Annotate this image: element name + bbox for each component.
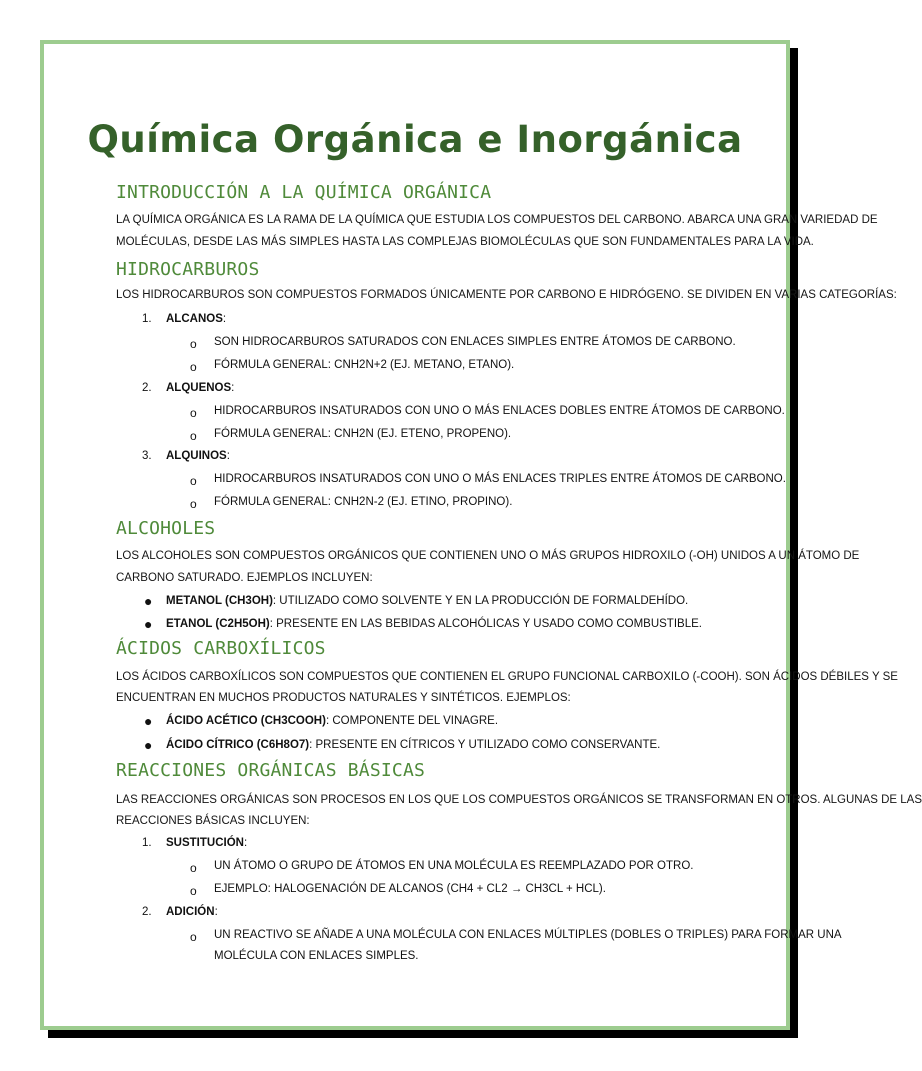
sub-item: FÓRMULA GENERAL: CNH2N (EJ. ETENO, PROPENO).	[214, 428, 512, 440]
acidos-line-2: ENCUENTRAN EN MUCHOS PRODUCTOS NATURALES Y SINTÉTICOS. EJEMPLOS:	[116, 692, 571, 704]
list-label-alquinos: ALQUINOS:	[166, 450, 230, 462]
list-number: 1.	[142, 313, 152, 325]
sub-bullet: o	[190, 360, 197, 374]
sub-item: FÓRMULA GENERAL: CNH2N+2 (EJ. METANO, ETANO).	[214, 359, 515, 371]
sub-item: HIDROCARBUROS INSATURADOS CON UNO O MÁS ENLACES DOBLES ENTRE ÁTOMOS DE CARBONO.	[214, 405, 785, 417]
list-number: 3.	[142, 450, 152, 462]
heading-alcoholes: ALCOHOLES	[116, 518, 216, 539]
bullet: ●	[144, 616, 153, 632]
list-number: 1.	[142, 837, 152, 849]
list-label-alquenos: ALQUENOS:	[166, 382, 235, 394]
heading-reacciones: REACCIONES ORGÁNICAS BÁSICAS	[116, 760, 426, 781]
intro-line-1: LA QUÍMICA ORGÁNICA ES LA RAMA DE LA QUÍMICA QUE ESTUDIA LOS COMPUESTOS DEL CARBONO. ABARCA UNA GRAN VARIEDAD DE	[116, 214, 878, 226]
sub-bullet: o	[190, 337, 197, 351]
sub-item: FÓRMULA GENERAL: CNH2N-2 (EJ. ETINO, PROPINO).	[214, 496, 513, 508]
bullet: ●	[144, 713, 153, 729]
bullet-item-metanol: METANOL (CH3OH): UTILIZADO COMO SOLVENTE Y EN LA PRODUCCIÓN DE FORMALDEHÍDO.	[166, 595, 689, 607]
alcoholes-line-1: LOS ALCOHOLES SON COMPUESTOS ORGÁNICOS QUE CONTIENEN UNO O MÁS GRUPOS HIDROXILO (-OH) UNIDOS A UN ÁTOMO DE	[116, 550, 860, 562]
sub-item: UN REACTIVO SE AÑADE A UNA MOLÉCULA CON ENLACES MÚLTIPLES (DOBLES O TRIPLES) PARA FORMAR UNA	[214, 929, 842, 941]
document-title: Química Orgánica e Inorgánica	[87, 118, 743, 161]
sub-item: SON HIDROCARBUROS SATURADOS CON ENLACES SIMPLES ENTRE ÁTOMOS DE CARBONO.	[214, 336, 736, 348]
sub-item: UN ÁTOMO O GRUPO DE ÁTOMOS EN UNA MOLÉCULA ES REEMPLAZADO POR OTRO.	[214, 860, 694, 872]
sub-bullet: o	[190, 429, 197, 443]
sub-item-continued: MOLÉCULA CON ENLACES SIMPLES.	[214, 950, 419, 962]
reacciones-line-1: LAS REACCIONES ORGÁNICAS SON PROCESOS EN LOS QUE LOS COMPUESTOS ORGÁNICOS SE TRANSFORMAN EN OTROS. ALGUNAS DE LAS	[116, 794, 922, 806]
heading-hidrocarburos: HIDROCARBUROS	[116, 259, 260, 280]
sub-bullet: o	[190, 930, 197, 944]
sub-bullet: o	[190, 861, 197, 875]
list-number: 2.	[142, 382, 152, 394]
list-number: 2.	[142, 906, 152, 918]
document-page	[40, 40, 922, 1030]
list-label-adicion: ADICIÓN:	[166, 906, 218, 918]
hidrocarburos-line-1: LOS HIDROCARBUROS SON COMPUESTOS FORMADOS ÚNICAMENTE POR CARBONO E HIDRÓGENO. SE DIVIDEN EN VARIAS CATEGORÍAS:	[116, 289, 897, 301]
heading-intro: INTRODUCCIÓN A LA QUÍMICA ORGÁNICA	[116, 182, 492, 203]
acidos-line-1: LOS ÁCIDOS CARBOXÍLICOS SON COMPUESTOS QUE CONTIENEN EL GRUPO FUNCIONAL CARBOXILO (-COOH). SON ÁCIDOS DÉBILES Y SE	[116, 671, 898, 683]
bullet-item-citrico: ÁCIDO CÍTRICO (C6H8O7): PRESENTE EN CÍTRICOS Y UTILIZADO COMO CONSERVANTE.	[166, 739, 661, 751]
alcoholes-line-2: CARBONO SATURADO. EJEMPLOS INCLUYEN:	[116, 572, 373, 584]
list-label-sustitucion: SUSTITUCIÓN:	[166, 837, 248, 849]
sub-bullet: o	[190, 497, 197, 511]
reacciones-line-2: REACCIONES BÁSICAS INCLUYEN:	[116, 815, 310, 827]
list-label-alcanos: ALCANOS:	[166, 313, 227, 325]
bullet-item-etanol: ETANOL (C2H5OH): PRESENTE EN LAS BEBIDAS ALCOHÓLICAS Y USADO COMO COMBUSTIBLE.	[166, 618, 702, 630]
sub-bullet: o	[190, 884, 197, 898]
heading-acidos: ÁCIDOS CARBOXÍLICOS	[116, 638, 326, 659]
bullet: ●	[144, 737, 153, 753]
sub-item: EJEMPLO: HALOGENACIÓN DE ALCANOS (CH4 + CL2 → CH3CL + HCL).	[214, 883, 606, 895]
bullet-item-acetico: ÁCIDO ACÉTICO (CH3COOH): COMPONENTE DEL VINAGRE.	[166, 715, 499, 727]
sub-item: HIDROCARBUROS INSATURADOS CON UNO O MÁS ENLACES TRIPLES ENTRE ÁTOMOS DE CARBONO.	[214, 473, 786, 485]
bullet: ●	[144, 593, 153, 609]
intro-line-2: MOLÉCULAS, DESDE LAS MÁS SIMPLES HASTA LAS COMPLEJAS BIOMOLÉCULAS QUE SON FUNDAMENTALES PARA LA VIDA.	[116, 236, 814, 248]
sub-bullet: o	[190, 406, 197, 420]
sub-bullet: o	[190, 474, 197, 488]
